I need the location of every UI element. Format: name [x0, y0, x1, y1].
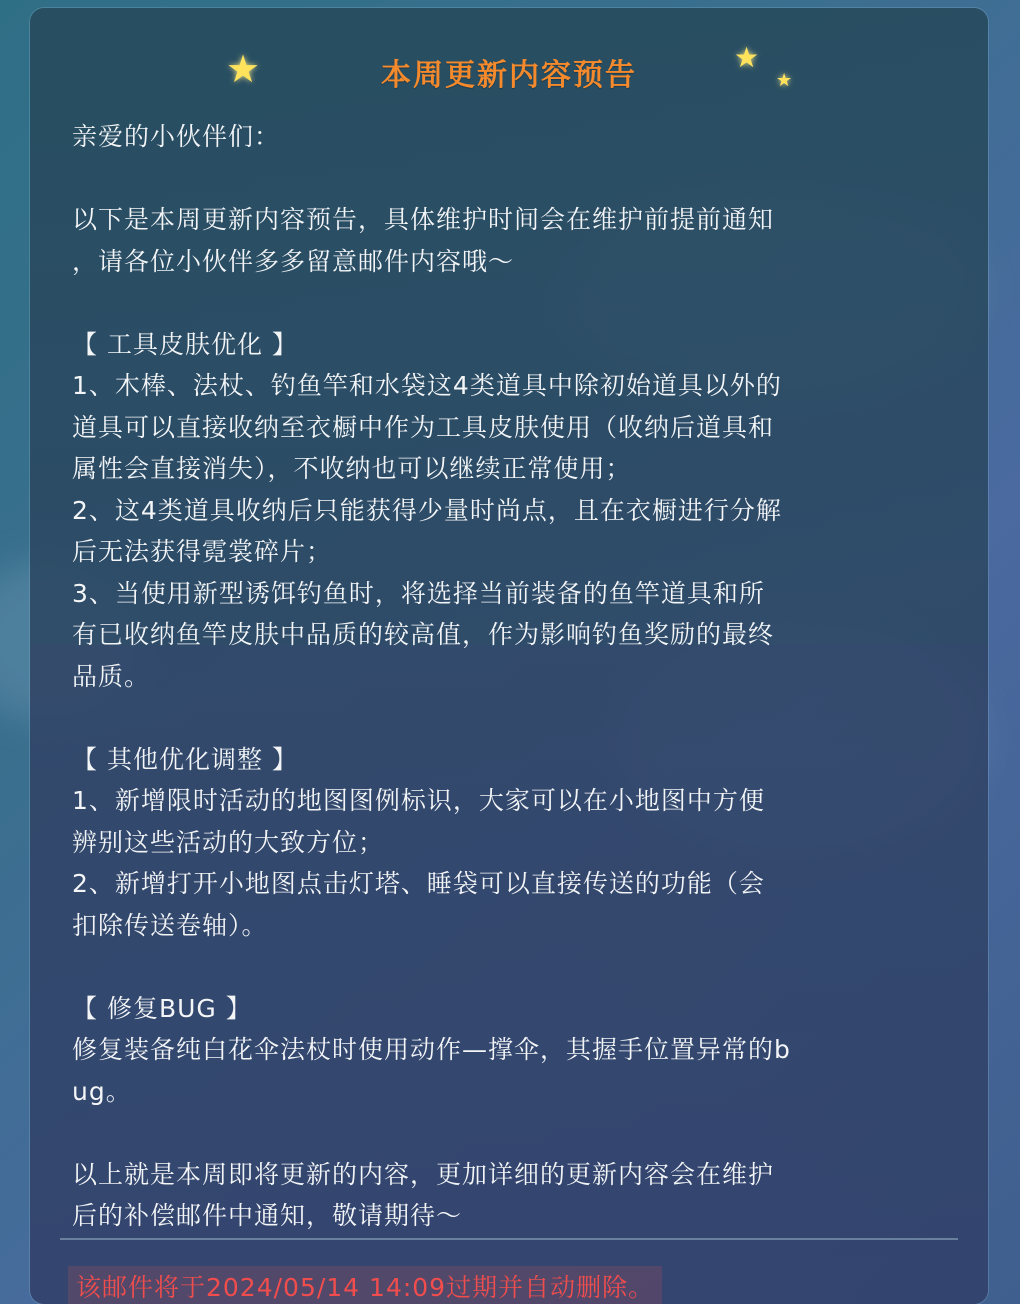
intro-line: ，请各位小伙伴多多留意邮件内容哦～	[72, 246, 515, 276]
closing-line: 后的补偿邮件中通知，敬请期待～	[72, 1201, 463, 1230]
spacer	[72, 282, 952, 324]
spacer	[72, 946, 952, 988]
footer-divider	[60, 1238, 958, 1240]
tool-skin-line: 后无法获得霓裳碎片；	[72, 537, 333, 566]
spacer	[72, 697, 952, 739]
bug-line: ug。	[72, 1076, 132, 1106]
tool-skin-line: 3、当使用新型诱饵钓鱼时，将选择当前装备的鱼竿道具和所	[72, 578, 765, 608]
other-line: 扣除传送卷轴）。	[72, 910, 268, 940]
tool-skin-line: 有已收纳鱼竿皮肤中品质的较高值，作为影响钓鱼奖励的最终	[72, 620, 775, 649]
tool-skin-line: 道具可以直接收纳至衣橱中作为工具皮肤使用（收纳后道具和	[72, 412, 775, 442]
intro-line: 以下是本周更新内容预告，具体维护时间会在维护前提前通知	[72, 205, 775, 234]
tool-skin-line: 1、木棒、法杖、钓鱼竿和水袋这4类道具中除初始道具以外的	[72, 371, 782, 400]
tool-skin-line: 属性会直接消失），不收纳也可以继续正常使用；	[72, 454, 632, 483]
mail-panel	[30, 8, 988, 1304]
expiry-notice: 该邮件将于2024/05/14 14:09过期并自动删除。	[68, 1266, 662, 1304]
other-line: 2、新增打开小地图点击灯塔、睡袋可以直接传送的功能（会	[72, 869, 765, 898]
other-line: 辨别这些活动的大致方位；	[72, 827, 385, 857]
section-heading-tool-skin: 【 工具皮肤优化 】	[72, 329, 298, 359]
spacer	[72, 1112, 952, 1154]
other-line: 1、新增限时活动的地图图例标识，大家可以在小地图中方便	[72, 786, 765, 815]
mail-title: 本周更新内容预告	[381, 58, 637, 93]
tool-skin-line: 2、这4类道具收纳后只能获得少量时尚点，且在衣橱进行分解	[72, 495, 782, 525]
bug-line: 修复装备纯白花伞法杖时使用动作—撑伞，其握手位置异常的b	[72, 1035, 791, 1064]
greeting: 亲爱的小伙伴们：	[72, 122, 281, 151]
mail-body	[72, 116, 952, 1237]
spacer	[72, 158, 952, 200]
star-icon: ★	[226, 47, 261, 91]
section-heading-other: 【 其他优化调整 】	[72, 744, 298, 774]
star-icon: ★	[776, 70, 793, 91]
closing-line: 以上就是本周即将更新的内容，更加详细的更新内容会在维护	[72, 1159, 775, 1189]
tool-skin-line: 品质。	[72, 661, 151, 691]
star-icon: ★	[734, 41, 760, 74]
section-heading-bug: 【 修复BUG 】	[72, 993, 252, 1023]
